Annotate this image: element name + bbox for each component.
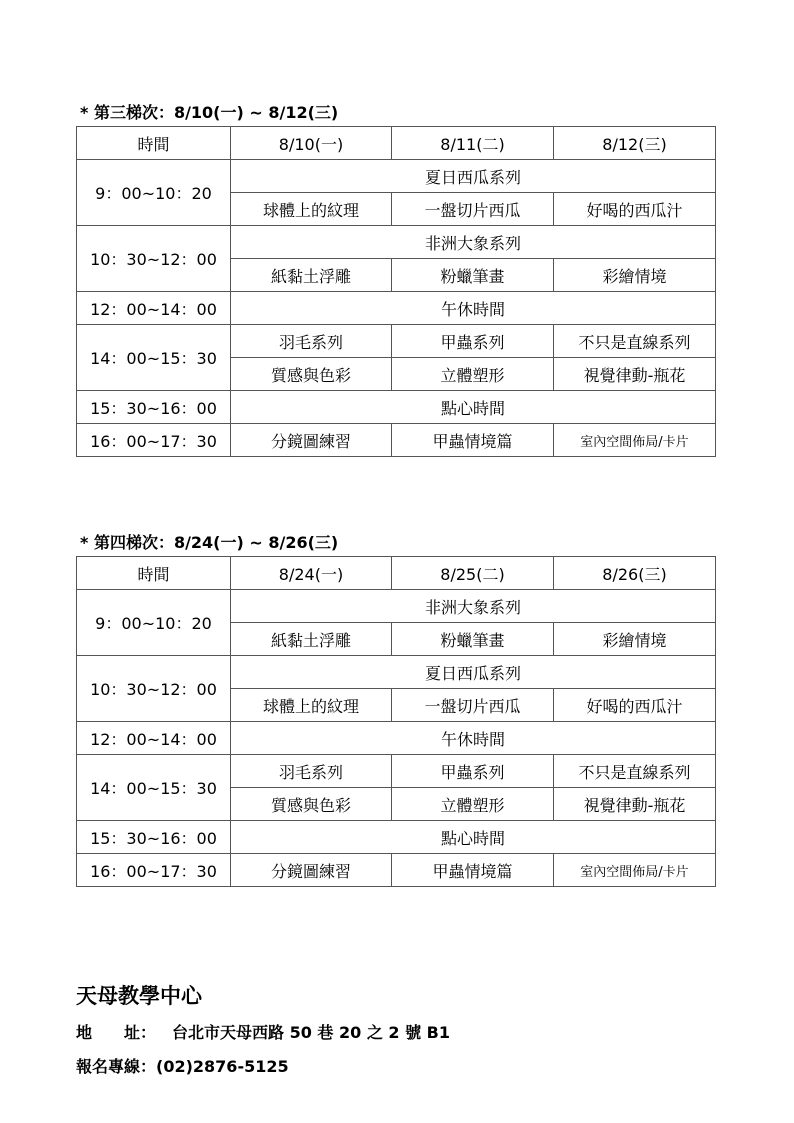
break-cell: 點心時間 bbox=[231, 391, 716, 424]
header-row bbox=[77, 557, 716, 590]
time-cell: 9：00~10：20 bbox=[77, 590, 231, 656]
activity-cell: 立體塑形 bbox=[392, 358, 554, 391]
activity-cell: 彩繪情境 bbox=[554, 259, 716, 292]
center-name: 天母教學中心 bbox=[76, 984, 202, 1008]
break-cell: 午休時間 bbox=[231, 292, 716, 325]
address-value: 台北市天母西路 50 巷 20 之 2 號 B1 bbox=[172, 1023, 450, 1042]
table-row bbox=[77, 722, 716, 755]
activity-cell: 室內空間佈局/卡片 bbox=[554, 854, 716, 887]
schedule-title: * 第四梯次：8/24(一) ~ 8/26(三) bbox=[80, 533, 339, 552]
schedule-table bbox=[76, 126, 716, 457]
time-cell: 16：00~17：30 bbox=[77, 424, 231, 457]
break-cell: 點心時間 bbox=[231, 821, 716, 854]
activity-cell: 不只是直線系列 bbox=[554, 325, 716, 358]
series-cell: 夏日西瓜系列 bbox=[231, 160, 716, 193]
activity-cell: 甲蟲系列 bbox=[392, 755, 554, 788]
activity-cell: 羽毛系列 bbox=[231, 325, 392, 358]
activity-cell: 羽毛系列 bbox=[231, 755, 392, 788]
header-cell: 8/26(三) bbox=[554, 557, 716, 590]
header-row bbox=[77, 127, 716, 160]
activity-cell: 質感與色彩 bbox=[231, 788, 392, 821]
time-cell: 15：30~16：00 bbox=[77, 391, 231, 424]
activity-cell: 甲蟲情境篇 bbox=[392, 854, 554, 887]
time-cell: 10：30~12：00 bbox=[77, 656, 231, 722]
activity-cell: 視覺律動-瓶花 bbox=[554, 358, 716, 391]
activity-cell: 紙黏土浮雕 bbox=[231, 623, 392, 656]
header-cell: 8/10(一) bbox=[231, 127, 392, 160]
activity-cell: 一盤切片西瓜 bbox=[392, 193, 554, 226]
activity-cell: 視覺律動-瓶花 bbox=[554, 788, 716, 821]
activity-cell: 不只是直線系列 bbox=[554, 755, 716, 788]
table-row bbox=[77, 292, 716, 325]
break-cell: 午休時間 bbox=[231, 722, 716, 755]
table-row bbox=[77, 391, 716, 424]
activity-cell: 彩繪情境 bbox=[554, 623, 716, 656]
time-cell: 9：00~10：20 bbox=[77, 160, 231, 226]
address-line bbox=[76, 1020, 450, 1043]
activity-cell: 甲蟲情境篇 bbox=[392, 424, 554, 457]
activity-cell: 甲蟲系列 bbox=[392, 325, 554, 358]
header-cell: 時間 bbox=[77, 557, 231, 590]
activity-cell: 紙黏土浮雕 bbox=[231, 259, 392, 292]
table-row bbox=[77, 590, 716, 623]
activity-cell: 分鏡圖練習 bbox=[231, 424, 392, 457]
table-row bbox=[77, 854, 716, 887]
time-cell: 12：00~14：00 bbox=[77, 292, 231, 325]
phone-label: 報名專線： bbox=[76, 1057, 157, 1076]
activity-cell: 好喝的西瓜汁 bbox=[554, 689, 716, 722]
header-cell: 時間 bbox=[77, 127, 231, 160]
activity-cell: 粉蠟筆畫 bbox=[392, 259, 554, 292]
activity-cell: 質感與色彩 bbox=[231, 358, 392, 391]
time-cell: 14：00~15：30 bbox=[77, 755, 231, 821]
time-cell: 14：00~15：30 bbox=[77, 325, 231, 391]
table-row bbox=[77, 755, 716, 788]
header-cell: 8/24(一) bbox=[231, 557, 392, 590]
time-cell: 10：30~12：00 bbox=[77, 226, 231, 292]
activity-cell: 好喝的西瓜汁 bbox=[554, 193, 716, 226]
activity-cell: 粉蠟筆畫 bbox=[392, 623, 554, 656]
phone-value: (02)2876-5125 bbox=[156, 1057, 289, 1076]
activity-cell: 立體塑形 bbox=[392, 788, 554, 821]
activity-cell: 球體上的紋理 bbox=[231, 689, 392, 722]
series-cell: 夏日西瓜系列 bbox=[231, 656, 716, 689]
time-cell: 12：00~14：00 bbox=[77, 722, 231, 755]
phone-line bbox=[76, 1054, 289, 1077]
activity-cell: 分鏡圖練習 bbox=[231, 854, 392, 887]
schedule-title: * 第三梯次：8/10(一) ~ 8/12(三) bbox=[80, 103, 339, 122]
table-row bbox=[77, 821, 716, 854]
activity-cell: 球體上的紋理 bbox=[231, 193, 392, 226]
table-row bbox=[77, 226, 716, 259]
schedule-table bbox=[76, 556, 716, 887]
table-row bbox=[77, 325, 716, 358]
table-row bbox=[77, 424, 716, 457]
header-cell: 8/12(三) bbox=[554, 127, 716, 160]
header-cell: 8/25(二) bbox=[392, 557, 554, 590]
time-cell: 16：00~17：30 bbox=[77, 854, 231, 887]
time-cell: 15：30~16：00 bbox=[77, 821, 231, 854]
activity-cell: 室內空間佈局/卡片 bbox=[554, 424, 716, 457]
series-cell: 非洲大象系列 bbox=[231, 226, 716, 259]
series-cell: 非洲大象系列 bbox=[231, 590, 716, 623]
table-row bbox=[77, 656, 716, 689]
activity-cell: 一盤切片西瓜 bbox=[392, 689, 554, 722]
header-cell: 8/11(二) bbox=[392, 127, 554, 160]
address-label: 地 址： bbox=[76, 1023, 157, 1042]
table-row bbox=[77, 160, 716, 193]
